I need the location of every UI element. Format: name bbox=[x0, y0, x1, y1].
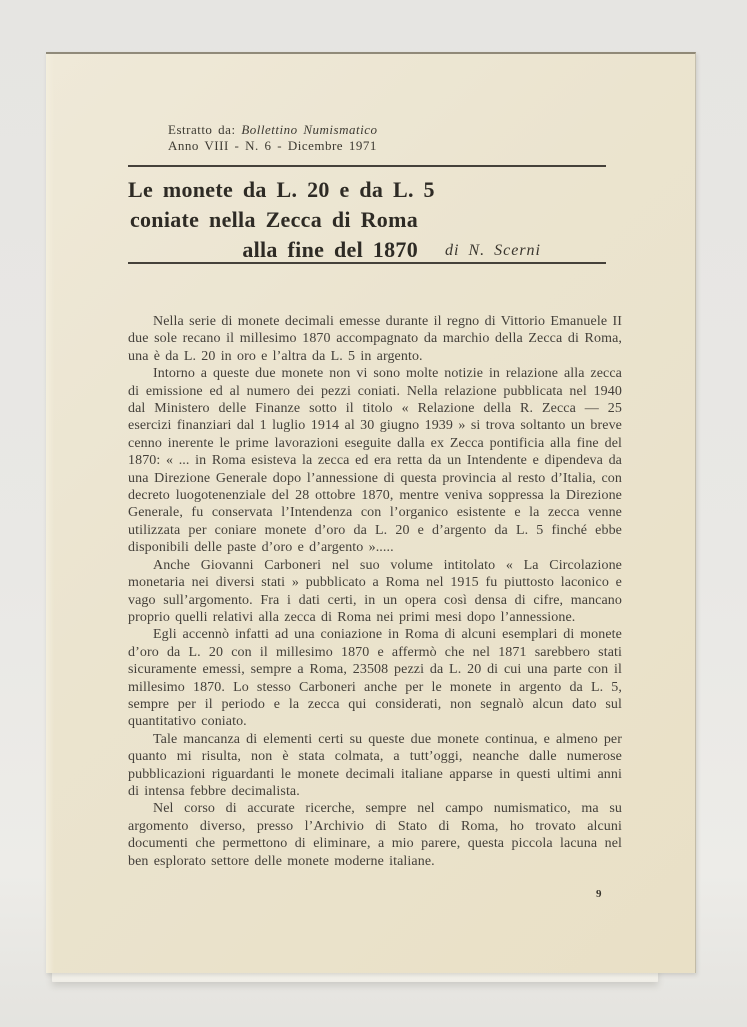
journal-extract-line bbox=[168, 122, 377, 138]
title-rule-bottom bbox=[128, 262, 606, 264]
journal-header bbox=[168, 122, 377, 153]
article-body bbox=[128, 313, 622, 870]
paragraph: Egli accennò infatti ad una coniazione in Roma di alcuni esemplari di monete d’oro da L. 20 con il millesimo 1870 e affermò che nel 1871 sarebbero stati sicuramente emessi, sempre a Roma, 23508 pezzi da L. 20 di cui una parte con il millesimo 1870. Lo stesso Carboneri anche per le monete in argento da L. 5, sempre per il periodo e la zecca qui considerati, non segnalò alcun dato sul quantitativo coniato. bbox=[128, 627, 622, 730]
document-page bbox=[46, 52, 696, 973]
article-title-line-3: alla fine del 1870 bbox=[242, 237, 418, 262]
title-rule-top bbox=[128, 165, 606, 167]
page-number: 9 bbox=[596, 888, 602, 900]
article-title-line-2: coniate nella Zecca di Roma bbox=[129, 207, 418, 232]
article-title bbox=[128, 175, 435, 265]
paragraph: Anche Giovanni Carboneri nel suo volume intitolato « La Circolazione monetaria nei diversi stati » pubblicato a Roma nel 1915 fu piuttosto laconico e vago sull’argomento. Fra i dati certi, in un opera così densa di cifre, mancano proprio quelli relativi alla zecca di Roma nei primi mesi dopo l’annessione. bbox=[128, 557, 622, 625]
paragraph: Nella serie di monete decimali emesse durante il regno di Vittorio Emanuele II due sole recano il millesimo 1870 accompagnato da marchio della Zecca di Roma, una è da L. 20 in oro e l’altra da L. 5 in argento. bbox=[128, 314, 622, 364]
author-byline: di N. Scerni bbox=[445, 242, 541, 259]
journal-title: Bollettino Numismatico bbox=[241, 122, 378, 137]
journal-issue-line: Anno VIII - N. 6 - Dicembre 1971 bbox=[168, 137, 377, 153]
paragraph: Intorno a queste due monete non vi sono molte notizie in relazione alla zecca di emissione ed al numero dei pezzi coniati. Nella relazione pubblicata nel 1940 dal Ministero delle Finanze sotto il titolo « Relazione della R. Zecca — 25 esercizi finanziari dal 1 luglio 1914 al 30 giugno 1939 » si trova soltanto un breve cenno inerente le prime lavorazioni eseguite dalla ex Zecca pontificia alla fine del 1870: « ... in Roma esisteva la zecca ed era retta da un Intendente e dipendeva da una Direzione Generale dopo l’annessione di questa provincia al resto d’Italia, con decreto luogotenenziale del 28 ottobre 1870, mentre veniva soppressa la Direzione Generale, fu conservata l’Intendenza con l’organico esistente e la zecca venne utilizzata per coniare monete d’oro da L. 20 e d’argento da L. 5 finché ebbe disponibili delle paste d’oro e d’argento »..... bbox=[128, 366, 622, 556]
paragraph: Tale mancanza di elementi certi su queste due monete continua, e almeno per quanto mi risulta, non è stata colmata, a tutt’oggi, neanche dalle numerose pubblicazioni riguardanti le monete decimali italiane apparse in questi ultimi anni di intensa febbre decimalista. bbox=[128, 731, 622, 799]
paragraph: Nel corso di accurate ricerche, sempre nel campo numismatico, ma su argomento diverso, presso l’Archivio di Stato di Roma, ho trovato alcuni documenti che permettono di eliminare, a mio parere, questa piccola lacuna nel ben esplorato settore delle monete moderne italiane. bbox=[128, 801, 622, 869]
article-title-line-1: Le monete da L. 20 e da L. 5 bbox=[128, 177, 435, 202]
extract-label: Estratto da: bbox=[168, 122, 242, 137]
